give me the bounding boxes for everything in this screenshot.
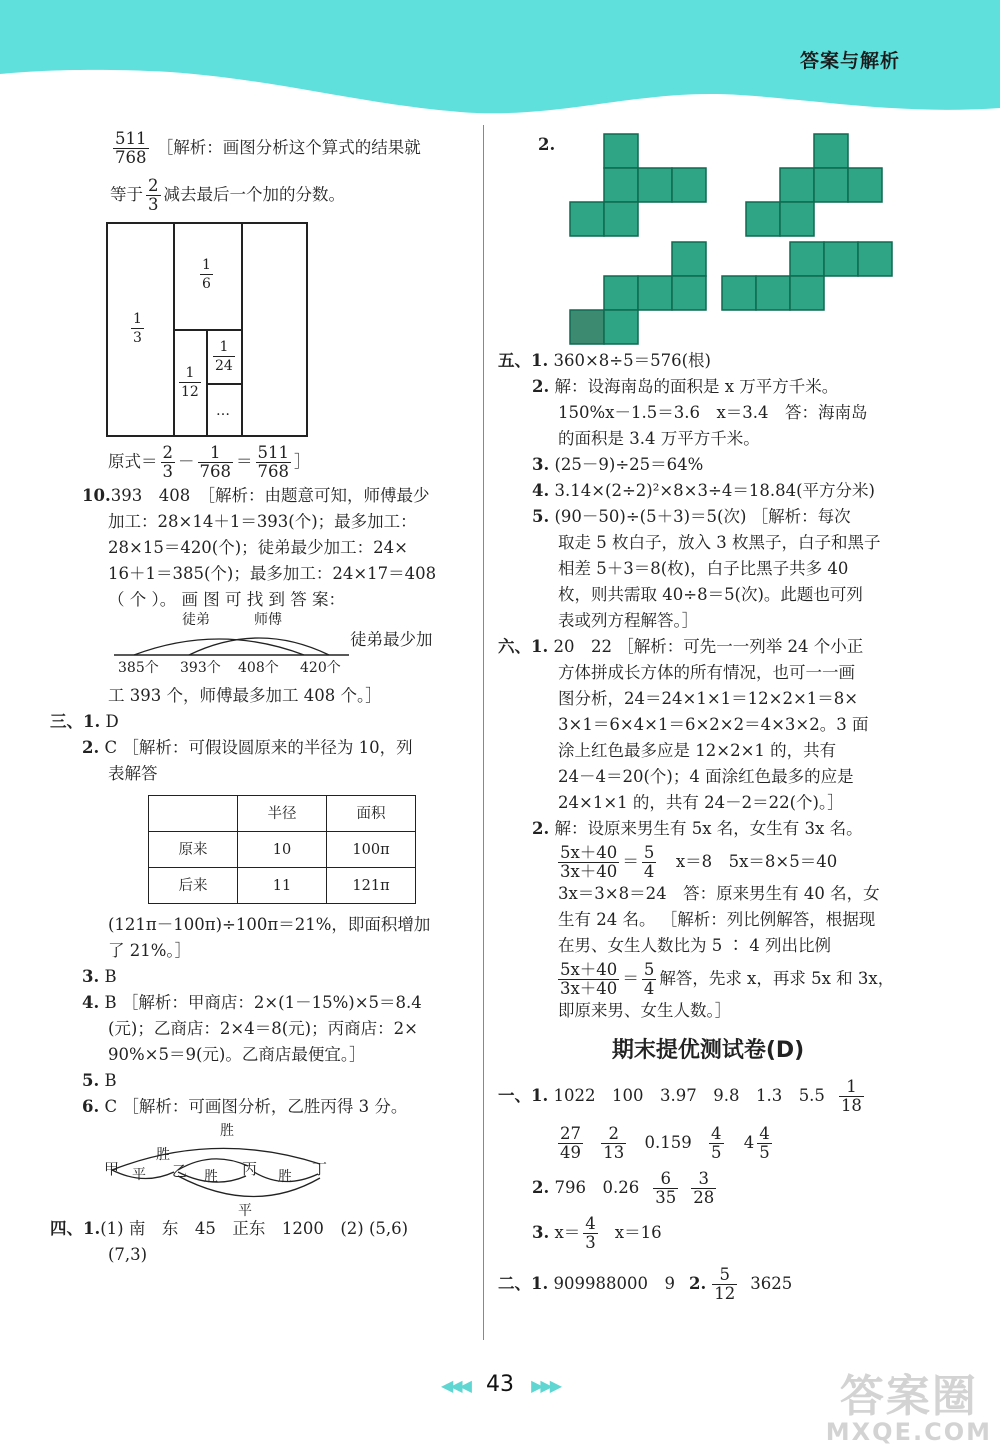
fraction-area-diagram: [106, 222, 310, 438]
s5-q2c: 的面积是 3.4 万平方千米。: [558, 429, 760, 448]
s4-q1b: (7,3): [108, 1245, 148, 1264]
s3-q4b: (元)；乙商店：2×4＝8(元)；丙商店：2×: [108, 1019, 418, 1038]
s3-q3: 3. B: [82, 967, 117, 986]
radius-area-table: 半径 面积 原来 10 100π 后来 11 121π: [148, 795, 468, 904]
row-after: 后来: [149, 868, 238, 904]
s6-q2e: 即原来男、女生人数。］: [558, 1001, 732, 1020]
s6-q1g: 24×1×1 的，共有 24－2＝22(个)。］: [558, 793, 844, 812]
s5-q5c: 相差 5＋3＝8(枚)，白子比黑子共多 40: [558, 559, 849, 578]
q10-line3: 28×15＝420(个)；徒弟最少加工：24×: [108, 538, 409, 557]
left-arrows-icon: ◀◀◀: [440, 1376, 469, 1395]
fraction-one-third: $\frac{1}{3}$: [133, 311, 142, 346]
s3-q1: 三、1. D: [50, 712, 119, 731]
s6-q2-eq2: $\frac{5x+40}{3x+40}$ ＝ $\frac{5}{4}$ 解答，先求 x，再求 5x 和 3x，: [560, 960, 895, 998]
q10-line2: 加工：28×14＋1＝393(个)；最多加工：: [108, 512, 417, 531]
header-area: 面积: [327, 796, 416, 832]
arc-win-3: 胜: [278, 1169, 292, 1185]
table-after-2: 了 21%。］: [108, 941, 192, 960]
arc-draw-1: 平: [132, 1167, 146, 1183]
s6-q1: 六、1. 20 22 ［解析：可先一一列举 24 个小正: [498, 637, 864, 656]
fraction: $\frac{511}{768}$: [115, 129, 147, 167]
ellipsis: …: [216, 403, 230, 419]
s5-q3: 3. (25－9)÷25＝64%: [532, 455, 704, 474]
fraction-one-twelfth: $\frac{1}{12}$: [181, 365, 199, 400]
s5-q2: 2. 解：设海南岛的面积是 x 万平方千米。: [532, 377, 839, 396]
tick-420: 420个: [300, 660, 341, 676]
label-apprentice: 徒弟: [182, 612, 210, 628]
s3-q4: 4. B ［解析：甲商店：2×(1－15%)×5＝8.4: [82, 993, 422, 1012]
s6-q1f: 24－4＝20(个)；4 面涂红色最多的应是: [558, 767, 854, 786]
s5-q1: 五、1. 360×8÷5＝576(根): [498, 351, 711, 370]
q9-text: ［解析：画图分析这个算式的结果就: [156, 138, 421, 157]
cube-nets: 2.: [498, 128, 918, 346]
arc-win-top: 胜: [220, 1123, 234, 1139]
s6-q2c: 生有 24 名。 ［解析：列比例解答，根据现: [558, 910, 876, 929]
fraction-one-24th: $\frac{1}{24}$: [215, 339, 233, 374]
segment-diagram: [114, 613, 474, 683]
header-title: 答案与解析: [799, 50, 900, 72]
s3-q2b: 表解答: [108, 764, 158, 783]
d-s1-q1b: $\frac{27}{49}$ $\frac{2}{13}$ 0.159 $\frac{4}{5}$ 4 $\frac{4}{5}$: [560, 1124, 770, 1162]
table-after-1: (121π－100π)÷100π＝21%，即面积增加: [108, 915, 431, 934]
watermark: 答案圈 MXQE.COM: [825, 1371, 992, 1446]
q10-end: 工 393 个，师傅最多加工 408 个。］: [108, 686, 382, 705]
s3-q6: 6. C ［解析：可画图分析，乙胜丙得 3 分。: [82, 1097, 408, 1116]
q9-line1: [48, 130, 468, 167]
d-s2: 二、1. 909988000 9 2. $\frac{5}{12}$ 3625: [498, 1265, 793, 1303]
s6-q2: 2. 解：设原来男生有 5x 名，女生有 3x 名。: [532, 819, 863, 838]
s6-q1c: 图分析，24＝24×1×1＝12×2×1＝8×: [558, 689, 859, 708]
s5-q5d: 枚，则共需取 40÷8＝5(次)。此题也可列: [558, 585, 863, 604]
q9-line2: 等于 $\frac{2}{3}$ 减去最后一个加的分数。: [110, 176, 345, 214]
fraction-one-sixth: $\frac{1}{6}$: [202, 257, 211, 292]
arc-win-1: 胜: [156, 1147, 170, 1163]
s5-q5: 5. (90－50)÷(5＋3)＝5(次) ［解析：每次: [532, 507, 851, 526]
right-column: [498, 128, 918, 1303]
team-bing: 丙: [242, 1160, 258, 1178]
header-radius: 半径: [238, 796, 327, 832]
team-ding: 丁: [312, 1160, 328, 1178]
arc-draw-2: 平: [238, 1203, 252, 1219]
q10-line4: 16＋1＝385(个)；最多加工：24×17＝408: [108, 564, 437, 583]
s6-q2d: 在男、女生人数比为 5 ∶ 4 列出比例: [558, 936, 831, 955]
d-s1-q3: 3. x＝ $\frac{4}{3}$ x＝16: [532, 1214, 662, 1252]
team-jia: 甲: [104, 1160, 120, 1178]
s5-q5e: 表或列方程解答。］: [558, 611, 699, 630]
s6-q2b: 3x＝3×8＝24 答：原来男生有 40 名，女: [558, 884, 880, 903]
team-yi: 乙: [172, 1162, 188, 1180]
tick-385: 385个: [118, 660, 159, 676]
d-s1-q2: 2. 796 0.26 $\frac{6}{35}$ $\frac{3}{28}$: [532, 1169, 715, 1207]
s5-q4: 4. 3.14×(2÷2)²×8×3÷4＝18.84(平方分米): [532, 481, 875, 500]
tick-393: 393个: [180, 660, 221, 676]
right-arrows-icon: ▶▶▶: [531, 1376, 560, 1395]
seg-tail-text: 徒弟最少加: [350, 630, 433, 649]
d-s1-q1: 一、1. 1022 100 3.97 9.8 1.3 5.5 $\frac{1}{18}$: [498, 1077, 862, 1115]
label-master: 师傅: [254, 612, 282, 628]
s3-q2: 2. C ［解析：可假设圆原来的半径为 10，列: [82, 738, 413, 757]
s6-q2-eq1: $\frac{5x+40}{3x+40}$ ＝ $\frac{5}{4}$ x＝8 5x＝8×5＝40: [560, 843, 838, 881]
s4-q1: 四、1.(1) 南 东 45 正东 1200 (2) (5,6): [50, 1219, 409, 1238]
column-divider: [483, 125, 484, 1340]
match-diagram: [104, 1120, 364, 1219]
original-expression: 原式＝ $\frac{2}{3}$ － $\frac{1}{768}$ ＝ $\frac{511}{768}$ ］: [108, 443, 311, 481]
tick-408: 408个: [238, 660, 279, 676]
s6-q1b: 方体拼成长方体的所有情况，也可一一画: [558, 663, 855, 682]
s5-q2b: 150%x－1.5＝3.6 x＝3.4 答：海南岛: [558, 403, 868, 422]
q10-line1: 10.393 408 ［解析：由题意可知，师傅最少: [82, 486, 430, 505]
q10-line5: （ 个 ）。 画 图 可 找 到 答 案：: [108, 590, 345, 609]
section-title: 期末提优测试卷(D): [611, 1038, 805, 1063]
s5-q5b: 取走 5 枚白子，放入 3 枚黑子，白子和黑子: [558, 533, 881, 552]
s6-q1d: 3×1＝6×4×1＝6×2×2＝4×3×2。3 面: [558, 715, 869, 734]
s3-q5: 5. B: [82, 1071, 117, 1090]
s6-q1e: 涂上红色最多应是 12×2×1 的，共有: [558, 741, 837, 760]
left-column: [48, 128, 468, 1268]
page-number: 43: [486, 1372, 514, 1397]
s3-q4c: 90%×5＝9(元)。乙商店最便宜。］: [108, 1045, 366, 1064]
row-original: 原来: [149, 832, 238, 868]
arc-win-2: 胜: [204, 1169, 218, 1185]
